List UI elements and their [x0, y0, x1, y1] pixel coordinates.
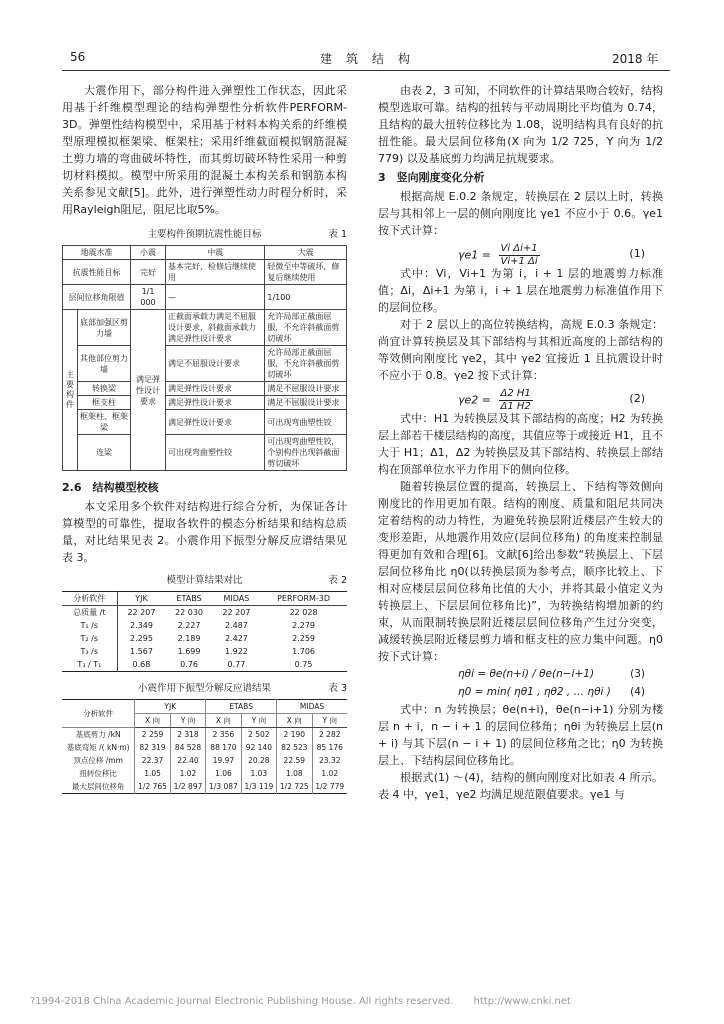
- equation-2: γe2 = $\frac{\Delta 2 H1}{\Delta 1 H2}$ (2): [458, 388, 645, 412]
- left-column: [62, 82, 347, 794]
- journal-name: 建 筑 结 构: [320, 52, 412, 66]
- paragraph: 根据式(1) ～(4)，结构的侧向刚度对比如表 4 所示。表 4 中，γe1，γe2 均满足规范限值要求。γe1 与: [378, 771, 663, 801]
- table3: 分析软件 YJK ETABS MIDAS X 向 Y 向 X 向 Y 向 X 向 Y 向 基底剪力 /kN 2 259 2 318 2 356 2 502 2 190 2 282 基底弯矩 /( kN·m) 82 319 84 528 88 170 92 140 82 523 85 176 顶点位移 /mm 22.37 22.40 19.97 20.28 22.59 23.32 扭转位移比 1.05 1.02 1.06 1.03 1.08 1.02 最大层间位移角 1/2 765 1/2 897 1/3 087 1/3 119 1/2 725 1/2 779: [62, 699, 347, 794]
- paragraph: 随着转换层位置的提高，转换层上、下结构等效侧向刚度比的作用更加有限。结构的刚度、质量和阻尼共同决定着结构的动力特性，为避免转换层附近楼层产生较大的变形差距，从地震作用效应(层间位移角) 的角度来控制显得更加有效和合理[6]。文献[6]给出参数“转换层上、下层层间位移角比 η0(以转换层顶为参考点，顺序比较上、下相对应楼层层间位移角比值的大小，并将其最小值定义为转换层上、下层层间位移角比)”，为转换结构增加新的约束，从而限制转换层附近楼层层间位移角产生过分突变，减缓转换层附近楼层剪力墙和框支柱的应力集中问题。η0 按下式计算：: [378, 480, 663, 663]
- right-column: [378, 82, 663, 803]
- section-heading: 2.6 结构模型校核: [62, 481, 159, 494]
- paragraph: 由表 2，3 可知，不同软件的计算结果吻合较好，结构模型选取可靠。结构的扭转与平动周期比平均值为 0.74，且结构的最大扭转位移比为 1.08，说明结构具有良好的抗扭性能。最大层间位移角(X 向为 1/2 725，Y 向为 1/2 779) 以及基底剪力均满足抗规要求。: [378, 84, 663, 165]
- table2-caption: 模型计算结果对比 表 2: [166, 575, 347, 586]
- small-quake-req: 满足弹性设计要求: [131, 310, 166, 471]
- table1-caption: 主要构件预期抗震性能目标 表 1: [147, 229, 347, 240]
- paragraph: 本文采用多个软件对结构进行综合分析，为保证各计算模型的可靠性，提取各软件的模态分析结果和结构总质量，对比结果见表 2。小震作用下振型分解反应谱结果见表 3。: [62, 500, 347, 564]
- equation-3: ηθi = θe(n+i) / θe(n−i+1) (3): [458, 668, 645, 680]
- table2: 分析软件 YJK ETABS MIDAS PERFORM-3D 总质量 /t 22 207 22 030 22 207 22 028 T₁ /s 2.349 2.227 2.487 2.279 T₂ /s 2.295 2.189 2.427 2.259 T₃ /s 1.567 1.699 1.922 1.706 T₃ / T₁ 0.68 0.76 0.77 0.75: [62, 591, 347, 672]
- equation-1: γe1 = $\frac{\text{Vi Δi+1}}{Vi+1 \Delta i}$ (1): [458, 243, 645, 267]
- header-rule: [62, 70, 670, 71]
- paragraph: 式中：Vi，Vi+1 为第 i，i + 1 层的地震剪力标准值；Δi，Δi+1 为第 i，i + 1 层在地震剪力标准值作用下的层间位移。: [378, 267, 663, 314]
- group-label: 主要构件: [63, 310, 78, 471]
- equation-4: η0 = min( ηθ1 , ηθ2 , … ηθi ) (4): [458, 686, 645, 698]
- paragraph: 式中：H1 为转换层及其下部结构的高度；H2 为转换层上部若干楼层结构的高度，其值应等于或接近 H1，且不大于 H1；Δ1，Δ2 为转换层及其下部结构、转换层上部结构在顶部单位水平力作用下的侧向位移。: [378, 412, 663, 476]
- section-heading: 3 竖向刚度变化分析: [378, 171, 485, 184]
- table3-caption: 小震作用下振型分解反应谱结果 表 3: [137, 683, 347, 694]
- paragraph: 式中：n 为转换层；θe(n+i)，θe(n−i+1) 分别为楼层 n + i，n − i + 1 的层间位移角；ηθi 为转换层上层(n + i) 与其下层(n − i + 1) 的层间位移角之比；η0 为转换层上、下结构层间位移角比。: [378, 703, 663, 767]
- year: 2018 年: [612, 52, 659, 66]
- paragraph: 对于 2 层以上的高位转换结构，高规 E.0.3 条规定：尚宜计算转换层及其下部结构与其相近高度的上部结构的等效侧向刚度比 γe2，其中 γe2 宜接近 1 且抗震设计时不应小于 0.8。γe2 按下式计算：: [378, 318, 663, 382]
- paragraph: 大震作用下，部分构件进入弹塑性工作状态，因此采用基于纤维模型理论的结构弹塑性分析软件PERFORM-3D。弹塑性结构模型中，采用基于材料本构关系的纤维模型原理模拟框架梁、框架柱；采用纤维截面模拟钢筋混凝土剪力墙的弯曲破坏特性，而其剪切破坏特性采用一种剪切材料模拟。模型中所采用的混凝土本构关系和钢筋本构关系参见文献[5]。此外，进行弹塑性动力时程分析时，采用Rayleigh阻尼，阻尼比取5%。: [62, 84, 347, 216]
- page-number: 56: [70, 50, 86, 64]
- paragraph: 根据高规 E.0.2 条规定，转换层在 2 层以上时，转换层与其相邻上一层的侧向刚度比 γe1 不应小于 0.6。γe1 按下式计算：: [378, 190, 663, 237]
- table1: 地震水准 小震 中震 大震 抗震性能目标 完好 基本完好，检修后继续使用 轻微至中等破坏，修复后继续使用 层间位移角限值 1/1 000 — 1/100 主要构件 底部加强区剪力墙 满足弹性设计要求 正截面承载力满足不屈服设计要求，斜截面承载力满足弹性设计要求 允许局部正截面屈服，不允许斜截面剪切破坏 其他部位剪力墙 满足不屈服设计要求 允许局部正截面屈服，不允许斜截面剪切破坏 转换梁 满足弹性设计要求 满足不屈服设计要求 框支柱 满足弹性设计要求 满足不屈服设计要求 框架柱、框架梁 满足弹性设计要求 可出现弯曲塑性铰 连梁 可出现弯曲塑性铰 可出现弯曲塑性铰，个别构件出现斜截面剪切破坏: [62, 245, 347, 471]
- copyright-footer: ?1994-2018 China Academic Journal Electronic Publishing House. All rights reserved. http://www.cnki.net: [30, 996, 571, 1007]
